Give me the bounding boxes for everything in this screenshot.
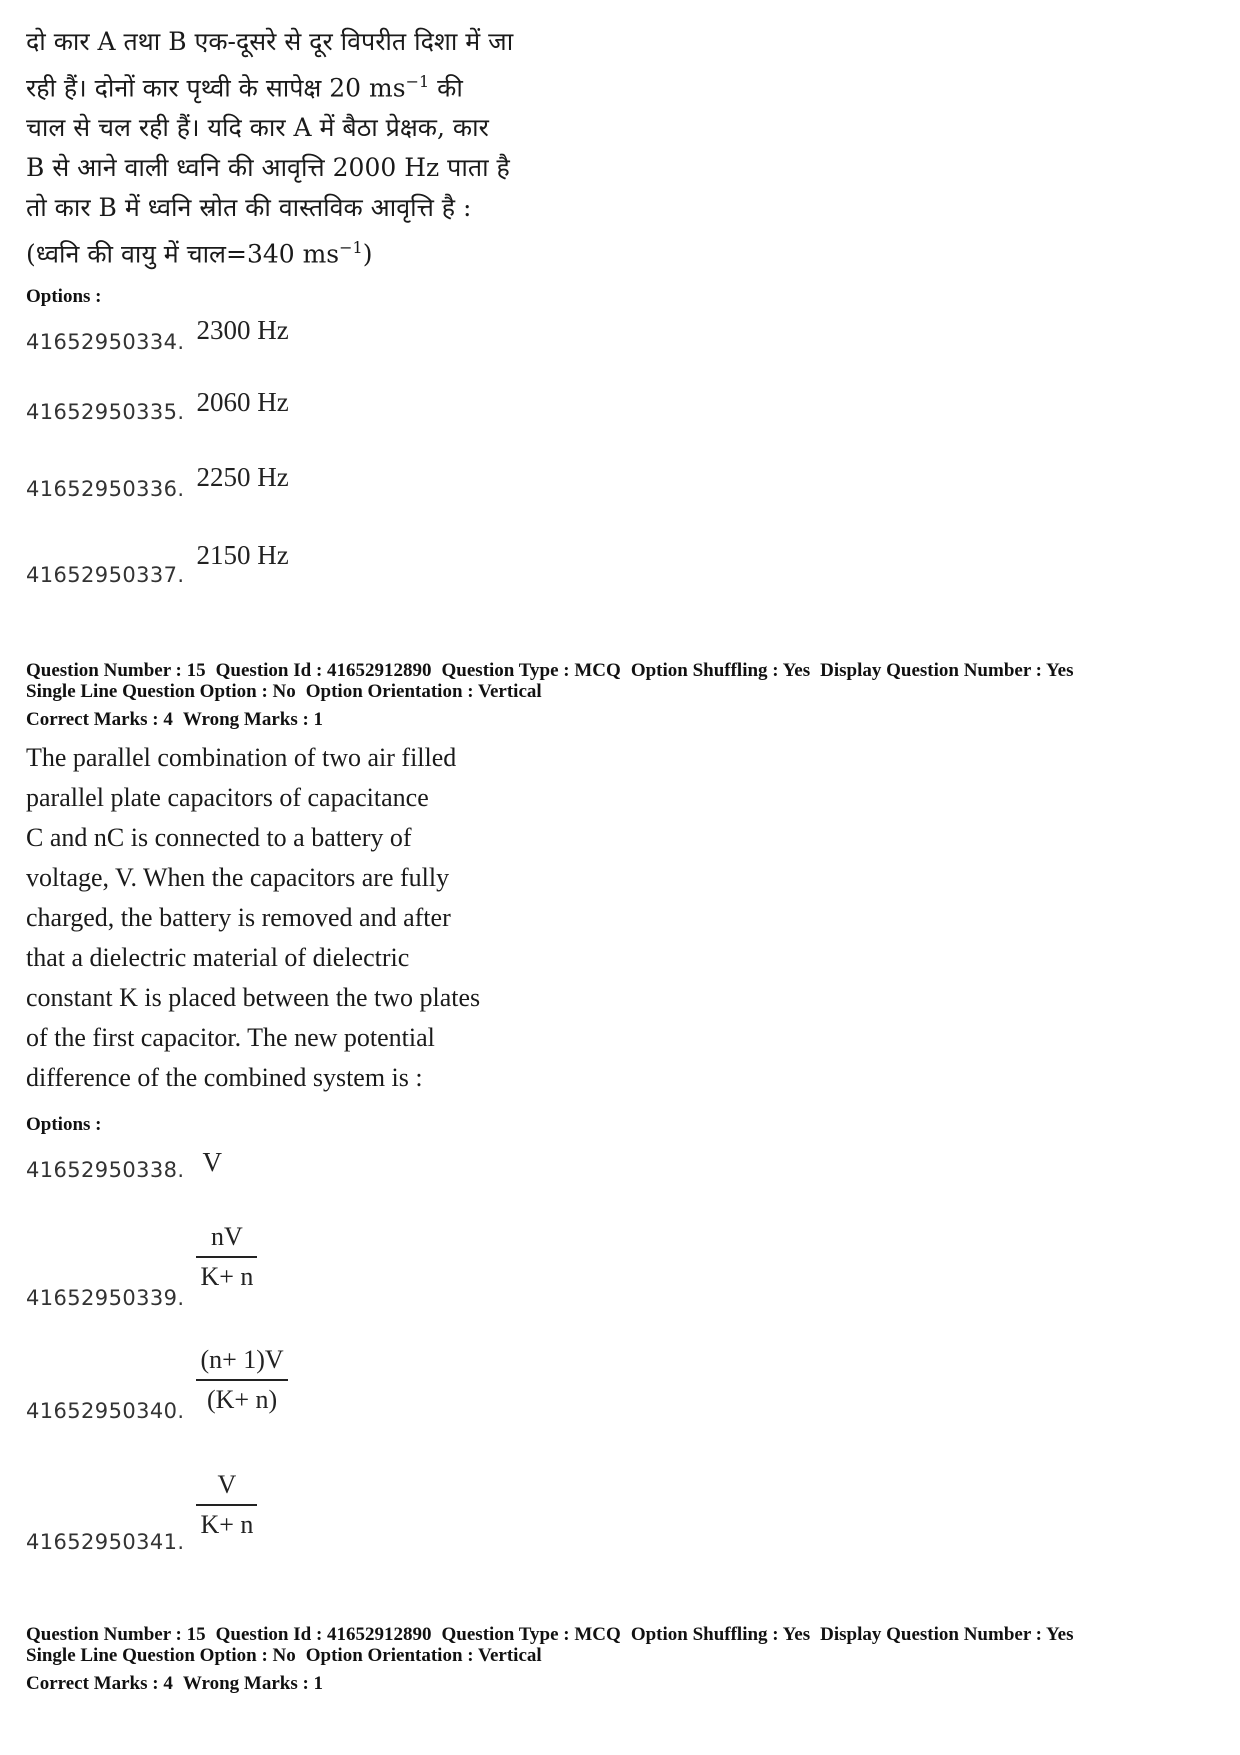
question-line: C and nC is connected to a battery of — [26, 823, 412, 852]
question-line: रही हैं। दोनों कार पृथ्वी के सापेक्ष 20 $ms^{-1}$ की — [26, 72, 463, 103]
question-line: that a dielectric material of dielectric — [26, 943, 410, 972]
question-meta-line-1: Question Number : 15 Question Id : 41652912890 Question Type : MCQ Option Shuffling : Yes Display Question Number : Yes — [26, 660, 1074, 681]
fraction-denominator: K+ n — [200, 1262, 254, 1291]
question-meta-line-2: Single Line Question Option : No Option Orientation : Vertical — [26, 681, 542, 702]
question-meta-line-1: Question Number : 15 Question Id : 41652912890 Question Type : MCQ Option Shuffling : Yes Display Question Number : Yes — [26, 1624, 1074, 1645]
options-label: Options : — [26, 1114, 102, 1135]
question-text — [26, 738, 536, 1098]
option-row[interactable] — [26, 1148, 222, 1184]
option-id: 41652950336. — [26, 477, 185, 501]
option-id: 41652950341. — [26, 1530, 185, 1554]
question-line: तो कार B में ध्वनि स्रोत की वास्तविक आवृत्ति है : — [26, 193, 472, 223]
option-id: 41652950340. — [26, 1399, 185, 1423]
question-marks: Correct Marks : 4 Wrong Marks : 1 — [26, 709, 324, 730]
option-id: 41652950335. — [26, 400, 185, 424]
fraction-numerator: (n+ 1)V — [200, 1345, 284, 1374]
question-line: parallel plate capacitors of capacitance — [26, 783, 429, 812]
question-line: of the first capacitor. The new potential — [26, 1023, 435, 1052]
option-value: 2150 Hz — [196, 540, 289, 570]
fraction-numerator: nV — [211, 1222, 243, 1251]
option-row[interactable] — [26, 1345, 288, 1423]
question-text-hindi — [26, 22, 546, 275]
option-row[interactable] — [26, 315, 289, 356]
question-line: चाल से चल रही हैं। यदि कार A में बैठा प्रेक्षक, कार — [26, 113, 489, 143]
option-id: 41652950334. — [26, 330, 185, 354]
fraction-denominator: (K+ n) — [206, 1385, 278, 1414]
option-row[interactable] — [26, 1470, 257, 1554]
option-id: 41652950337. — [26, 563, 185, 587]
fraction-denominator: K+ n — [200, 1510, 254, 1539]
question-line: difference of the combined system is : — [26, 1063, 423, 1092]
question-line: charged, the battery is removed and after — [26, 903, 451, 932]
question-line: दो कार A तथा B एक-दूसरे से दूर विपरीत दिशा में जा — [26, 27, 514, 56]
option-row[interactable] — [26, 540, 289, 589]
question-line: voltage, V. When the capacitors are fully — [26, 863, 450, 892]
question-line: B से आने वाली ध्वनि की आवृत्ति 2000 Hz पाता है — [26, 153, 510, 183]
option-value: V — [202, 1147, 222, 1177]
fraction-numerator: V — [217, 1470, 237, 1499]
option-row[interactable] — [26, 462, 289, 503]
question-meta — [26, 1624, 1073, 1694]
options-label: Options : — [26, 286, 102, 307]
option-value: 2060 Hz — [196, 387, 289, 417]
option-id: 41652950338. — [26, 1158, 185, 1182]
question-line: The parallel combination of two air filled — [26, 743, 457, 772]
question-marks: Correct Marks : 4 Wrong Marks : 1 — [26, 1673, 324, 1694]
option-fraction — [196, 1470, 257, 1540]
option-row[interactable] — [26, 387, 289, 426]
question-meta — [26, 660, 1073, 730]
option-id: 41652950339. — [26, 1286, 185, 1310]
option-value: 2300 Hz — [196, 315, 289, 345]
option-value: 2250 Hz — [196, 462, 289, 492]
option-row[interactable] — [26, 1222, 257, 1310]
question-line: (ध्वनि की वायु में चाल=340 $ms^{-1}$) — [26, 238, 373, 269]
question-meta-line-2: Single Line Question Option : No Option Orientation : Vertical — [26, 1645, 542, 1666]
option-fraction — [196, 1345, 287, 1415]
question-line: constant K is placed between the two plates — [26, 983, 481, 1012]
option-fraction — [196, 1222, 257, 1292]
